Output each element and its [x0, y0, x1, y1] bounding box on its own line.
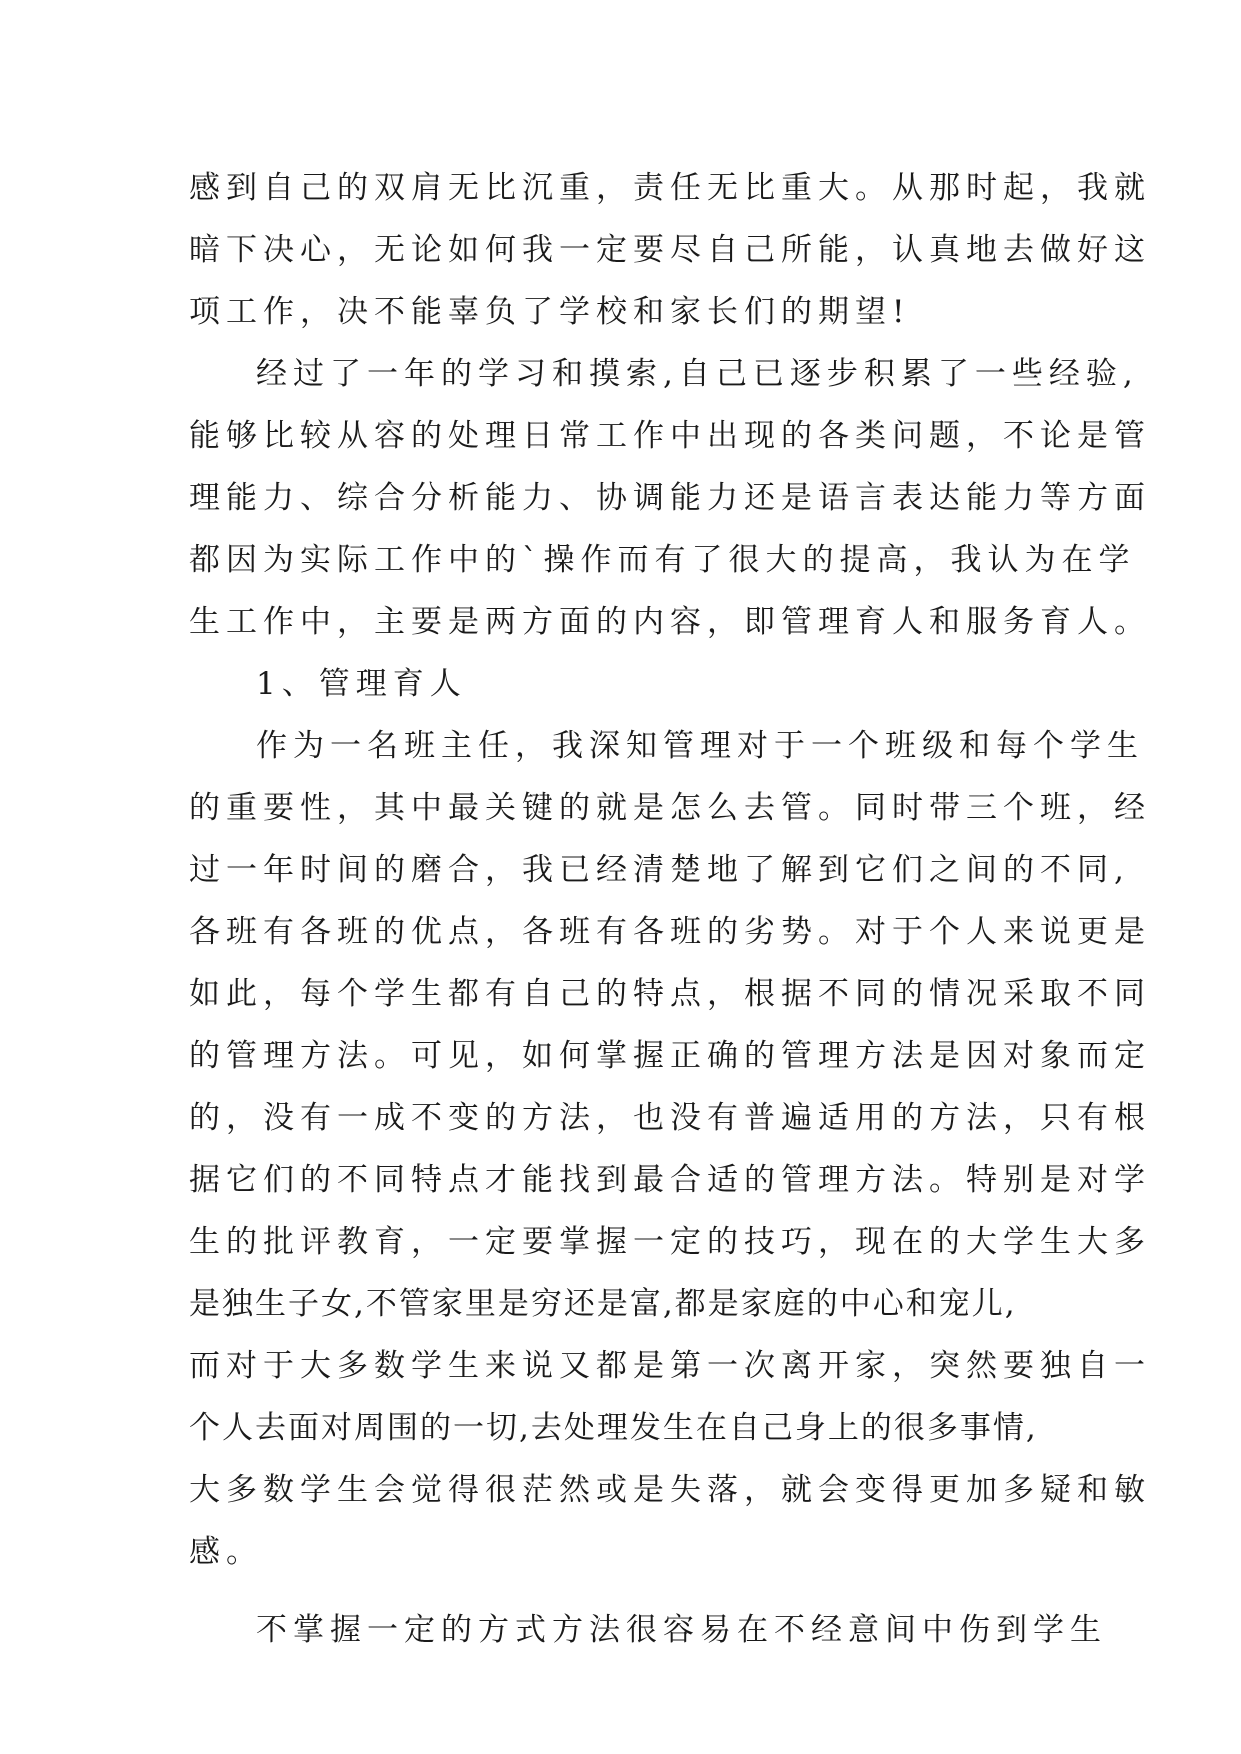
- text-line: 据它们的不同特点才能找到最合适的管理方法。特别是对学: [189, 1162, 1151, 1198]
- text-line: 大多数学生会觉得很茫然或是失落，就会变得更加多疑和敏: [189, 1472, 1151, 1508]
- text-line: 都因为实际工作中的`操作而有了很大的提高，我认为在学: [189, 542, 1136, 578]
- text-line: 的重要性，其中最关键的就是怎么去管。同时带三个班，经: [189, 790, 1151, 826]
- paragraph-first-line: 经过了一年的学习和摸索,自己已逐步积累了一些经验,: [256, 356, 1139, 392]
- paragraph-first-line: 作为一名班主任，我深知管理对于一个班级和每个学生: [256, 728, 1144, 764]
- text-line: 生的批评教育，一定要掌握一定的技巧，现在的大学生大多: [189, 1224, 1151, 1260]
- paragraph-first-line: 不掌握一定的方式方法很容易在不经意间中伤到学生: [256, 1612, 1107, 1648]
- text-line: 项工作，决不能辜负了学校和家长们的期望!: [189, 294, 911, 330]
- section-heading: 1、管理育人: [256, 666, 467, 702]
- text-line: 个人去面对周围的一切,去处理发生在自己身上的很多事情,: [189, 1410, 1038, 1446]
- text-line: 暗下决心，无论如何我一定要尽自己所能，认真地去做好这: [189, 232, 1151, 268]
- text-line: 的，没有一成不变的方法，也没有普遍适用的方法，只有根: [189, 1100, 1151, 1136]
- text-line: 各班有各班的优点，各班有各班的劣势。对于个人来说更是: [189, 914, 1151, 950]
- text-line: 感。: [189, 1534, 263, 1570]
- text-line: 感到自己的双肩无比沉重，责任无比重大。从那时起，我就: [189, 170, 1151, 206]
- text-line: 生工作中，主要是两方面的内容，即管理育人和服务育人。: [189, 604, 1151, 640]
- text-line: 理能力、综合分析能力、协调能力还是语言表达能力等方面: [189, 480, 1151, 516]
- text-line: 如此，每个学生都有自己的特点，根据不同的情况采取不同: [189, 976, 1151, 1012]
- text-line: 是独生子女,不管家里是穷还是富,都是家庭的中心和宠儿,: [189, 1286, 1017, 1322]
- text-line: 能够比较从容的处理日常工作中出现的各类问题，不论是管: [189, 418, 1151, 454]
- paragraph-gap: [189, 1583, 1057, 1599]
- text-line: 而对于大多数学生来说又都是第一次离开家，突然要独自一: [189, 1348, 1151, 1384]
- document-body: [189, 157, 1151, 1661]
- text-line: 过一年时间的磨合，我已经清楚地了解到它们之间的不同,: [189, 852, 1130, 888]
- text-line: 的管理方法。可见，如何掌握正确的管理方法是因对象而定: [189, 1038, 1151, 1074]
